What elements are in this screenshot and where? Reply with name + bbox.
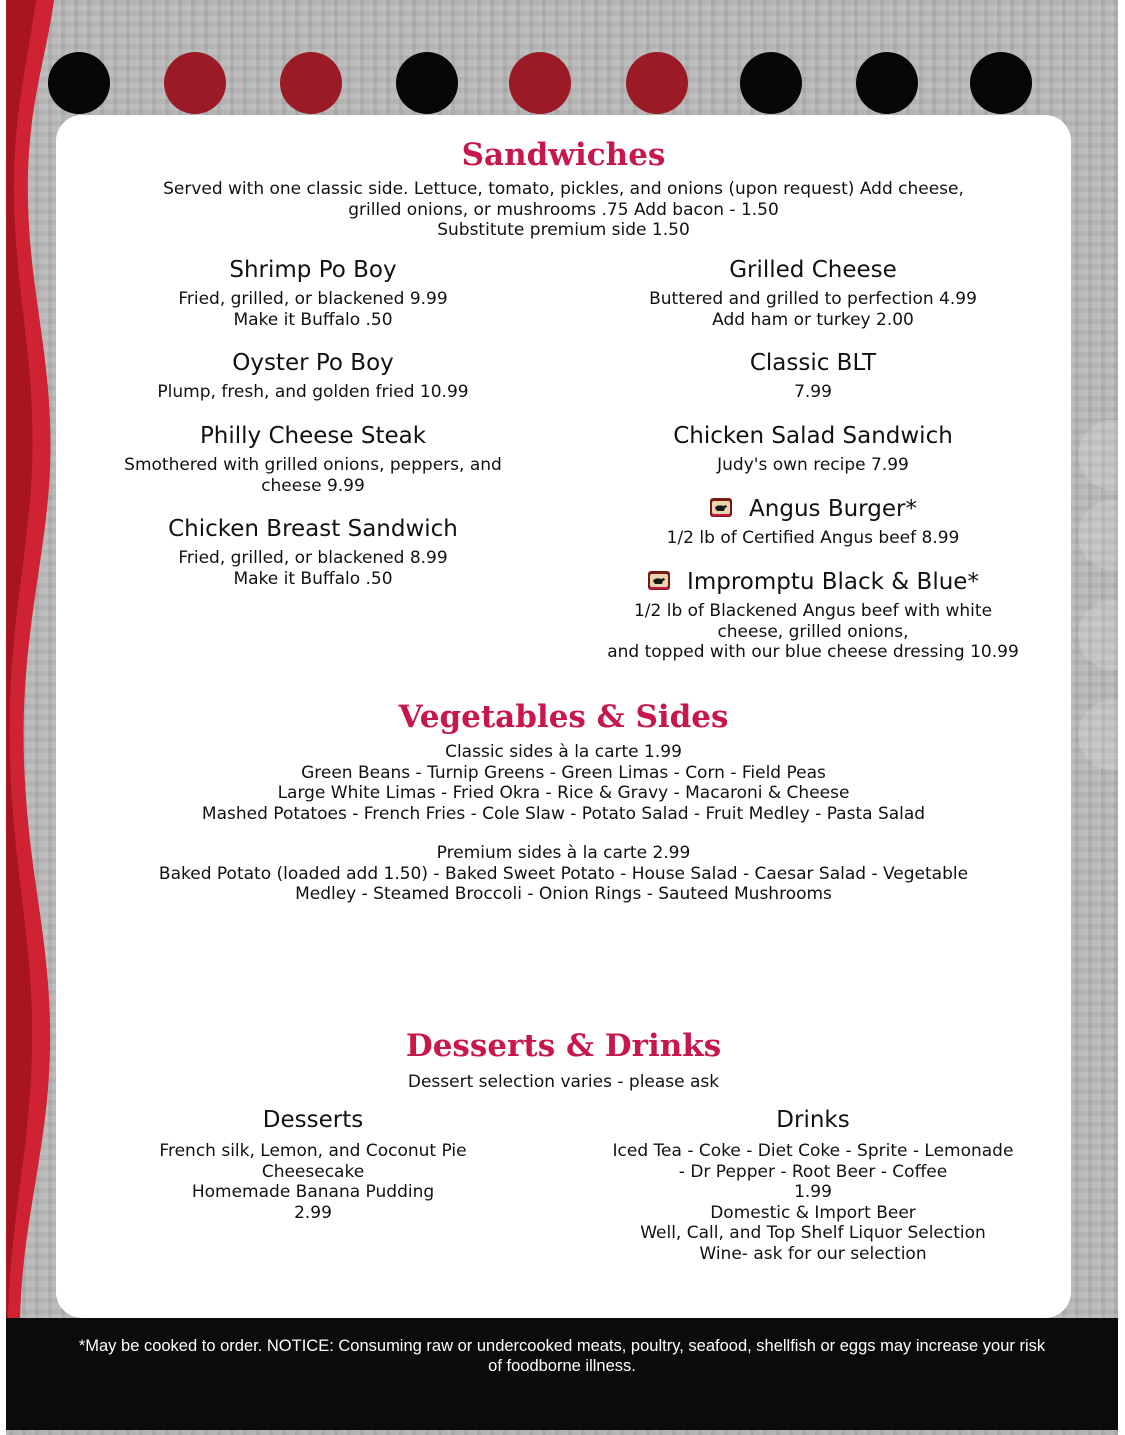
menu-item [78,348,548,403]
desserts-column [78,1105,548,1223]
angus-beef-badge-icon [709,495,733,519]
classic-sides: Classic sides à la carte 1.99 Green Beans - Turnip Greens - Green Limas - Corn - Field Peas Large White Limas - Fried Okra - Rice & Gravy - Macaroni & Cheese Mashed Potatoes - French Fries - Cole Slaw - Potato Salad - Fruit Medley - Pasta Salad [201,742,926,824]
drink-line: 1.99 [794,1182,832,1202]
item-desc: Fried, grilled, or blackened 8.99 [178,548,448,568]
item-desc: Smothered with grilled onions, peppers, and [124,455,502,475]
drink-line: Domestic & Import Beer [710,1202,916,1223]
item-desc: 1/2 lb of Blackened Angus beef with white [633,601,993,621]
item-desc: and topped with our blue cheese dressing 10.99 [607,642,1019,662]
drink-line: Iced Tea - Coke - Diet Coke - Sprite - Lemonade [612,1141,1014,1161]
item-name: Impromptu Black & Blue* [687,569,979,595]
item-desc: Make it Buffalo .50 [233,309,393,330]
menu-item [578,255,1048,330]
item-desc: Fried, grilled, or blackened 9.99 [178,289,448,309]
dot-row-decoration [48,52,1038,114]
dessert-line: French silk, Lemon, and Coconut Pie [159,1141,467,1161]
item-desc: 7.99 [794,382,832,402]
drink-line: Well, Call, and Top Shelf Liquor Selection [640,1223,986,1243]
item-name: Chicken Breast Sandwich [168,516,458,542]
red-dot [626,52,688,114]
sandwiches-intro: Served with one classic side. Lettuce, tomato, pickles, and onions (upon request) Add cheese, grilled onions, or mushrooms .75 Add bacon - 1.50 Substitute premium side 1.50 [163,179,964,240]
red-dot [509,52,571,114]
item-desc: cheese 9.99 [261,475,365,496]
angus-beef-badge-icon [647,568,671,592]
dessert-note: Dessert selection varies - please ask [407,1072,720,1092]
menu-item [578,494,1048,549]
black-dot [856,52,918,114]
item-desc: Plump, fresh, and golden fried 10.99 [157,382,469,402]
item-name: Oyster Po Boy [232,350,394,376]
drinks-title: Drinks [776,1107,850,1133]
item-name: Angus Burger* [749,496,917,522]
sandwiches-heading: Sandwiches [461,137,666,173]
desserts-drinks-heading: Desserts & Drinks [405,1028,722,1064]
item-desc: Buttered and grilled to perfection 4.99 [649,289,977,309]
drinks-column [578,1105,1048,1264]
footer-notice-text: *May be cooked to order. NOTICE: Consuming raw or undercooked meats, poultry, seafood, shellfish or eggs may increase your risk of foodborne illness. [78,1337,1046,1375]
item-desc: Add ham or turkey 2.00 [712,309,914,330]
black-dot [396,52,458,114]
desserts-title: Desserts [262,1107,364,1133]
decorative-circle [1078,600,1118,670]
menu-card [56,115,1071,1318]
item-desc: cheese, grilled onions, [717,621,909,642]
menu-item [578,348,1048,403]
decorative-circle [1078,700,1118,770]
item-name: Shrimp Po Boy [229,257,397,283]
decorative-circle [1078,500,1118,570]
footer-notice [6,1318,1118,1430]
item-desc: Judy's own recipe 7.99 [717,455,909,475]
item-name: Classic BLT [749,350,877,376]
sides-heading: Vegetables & Sides [398,699,729,735]
item-desc: 1/2 lb of Certified Angus beef 8.99 [666,528,960,548]
decorative-circle [1078,420,1118,490]
dessert-line: Cheesecake [261,1161,365,1182]
drink-line: - Dr Pepper - Root Beer - Coffee [678,1161,948,1182]
premium-sides: Premium sides à la carte 2.99 Baked Potato (loaded add 1.50) - Baked Sweet Potato - House Salad - Caesar Salad - Vegetable Medley - Steamed Broccoli - Onion Rings - Sauteed Mushrooms [158,843,969,904]
drink-line: Wine- ask for our selection [699,1243,927,1264]
dessert-line: 2.99 [294,1202,332,1223]
item-name: Philly Cheese Steak [199,423,427,449]
red-dot [164,52,226,114]
black-dot [970,52,1032,114]
menu-item [78,514,548,589]
black-dot [48,52,110,114]
item-desc: Make it Buffalo .50 [233,568,393,589]
menu-item [78,421,548,496]
item-name: Chicken Salad Sandwich [673,423,953,449]
menu-item [578,421,1048,476]
black-dot [740,52,802,114]
item-name: Grilled Cheese [729,257,897,283]
menu-item [78,255,548,330]
red-dot [280,52,342,114]
dessert-line: Homemade Banana Pudding [191,1182,435,1202]
menu-item [578,567,1048,663]
